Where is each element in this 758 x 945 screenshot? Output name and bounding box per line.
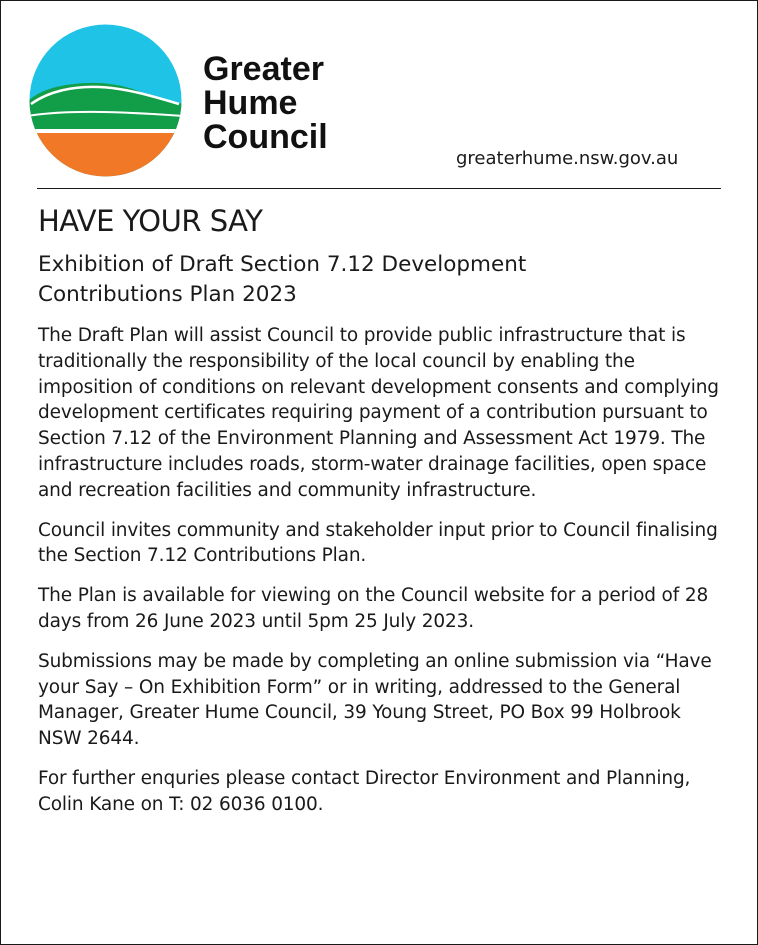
website-link[interactable]: greaterhume.nsw.gov.au <box>456 148 679 169</box>
notice-body <box>38 202 728 832</box>
subheading-line-2: Contributions Plan 2023 <box>38 282 297 307</box>
council-name <box>203 52 328 154</box>
paragraph-enquiries: For further enquries please contact Director Environment and Planning, Colin Kane on T: 02 6036 0100. <box>38 767 691 815</box>
logo-earth <box>29 133 182 177</box>
paragraph-exhibition-period: The Plan is available for viewing on the Council website for a period of 28 days from 26 June 2023 until 5pm 25 July 2023. <box>38 585 709 632</box>
subheading-line-1: Exhibition of Draft Section 7.12 Development <box>38 252 527 277</box>
paragraph-plan-purpose: The Draft Plan will assist Council to provide public infrastructure that is traditionally the responsibility of the local council by enabling the imposition of conditions on relevant development consents and complying development certificates requiring payment of a contribution pursuant to Section 7.12 of the Environment Planning and Assessment Act 1979. The infrastructure includes roads, storm-water drainage facilities, open space and recreation facilities and community infrastructure. <box>38 325 719 501</box>
logo-band-line <box>29 129 182 133</box>
notice-subheading <box>38 250 728 310</box>
council-name-line-3: Council <box>203 118 328 156</box>
council-logo-icon <box>29 24 182 177</box>
paragraph-submissions: Submissions may be made by completing an online submission via “Have your Say – On Exhibition Form” or in writing, addressed to the General Manager, Greater Hume Council, 39 Young Street, PO Box 99 Holbrook NSW 2644. <box>38 650 712 750</box>
header-divider <box>37 188 721 189</box>
paragraph-invitation: Council invites community and stakeholder input prior to Council finalising the Section 7.12 Contributions Plan. <box>38 519 718 567</box>
council-name-line-1: Greater <box>203 50 324 88</box>
council-name-line-2: Hume <box>203 84 298 122</box>
notice-heading: HAVE YOUR SAY <box>38 204 263 238</box>
